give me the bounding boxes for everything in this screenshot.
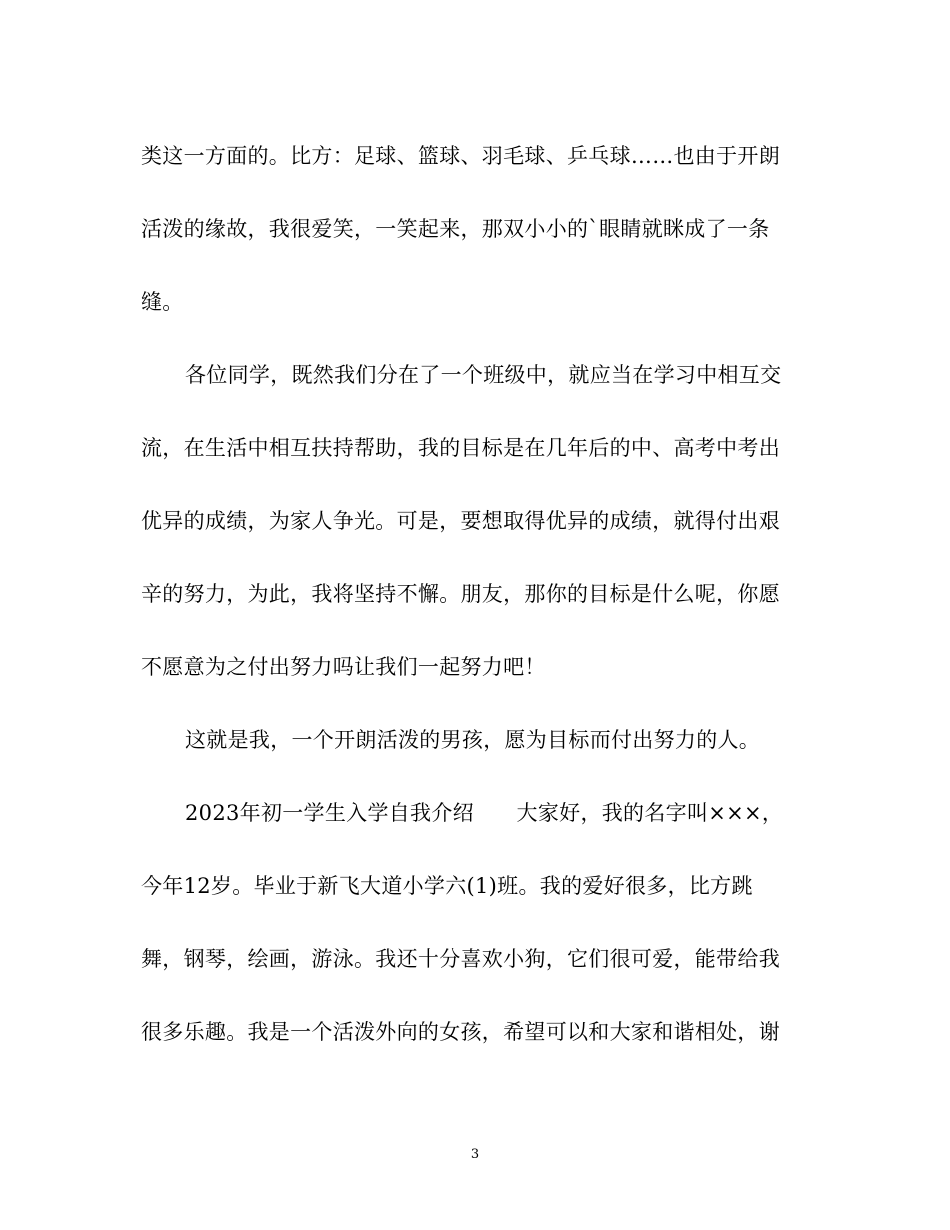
- text-line: 缝。: [141, 290, 184, 314]
- text-line: 很多乐趣。我是一个活泼外向的女孩，希望可以和大家和谐相处，谢: [141, 1020, 780, 1044]
- text-line: 辛的努力，为此，我将坚持不懈。朋友，那你的目标是什么呢，你愿: [141, 582, 780, 606]
- text-line: 优异的成绩，为家人争光。可是，要想取得优异的成绩，就得付出艰: [141, 509, 780, 533]
- text-line: 舞，钢琴，绘画，游泳。我还十分喜欢小狗，它们很可爱，能带给我: [141, 947, 780, 971]
- text-line: 不愿意为之付出努力吗让我们一起努力吧！: [141, 655, 546, 679]
- paragraph-start-line: 2023年初一学生入学自我介绍 大家好，我的名字叫×××，: [185, 801, 784, 825]
- text-line: 活泼的缘故，我很爱笑，一笑起来，那双小小的`眼睛就眯成了一条: [141, 217, 770, 241]
- text-line: 类这一方面的。比方：足球、篮球、羽毛球、乒乓球……也由于开朗: [141, 144, 780, 168]
- text-line: 流，在生活中相互扶持帮助，我的目标是在几年后的中、高考中考出: [141, 436, 780, 460]
- page-number: 3: [470, 1147, 480, 1162]
- text-line: 今年12岁。毕业于新飞大道小学六(1)班。我的爱好很多，比方跳: [141, 874, 753, 898]
- paragraph-start-line: 这就是我，一个开朗活泼的男孩，愿为目标而付出努力的人。: [185, 728, 761, 752]
- paragraph-start-line: 各位同学，既然我们分在了一个班级中，就应当在学习中相互交: [185, 363, 782, 387]
